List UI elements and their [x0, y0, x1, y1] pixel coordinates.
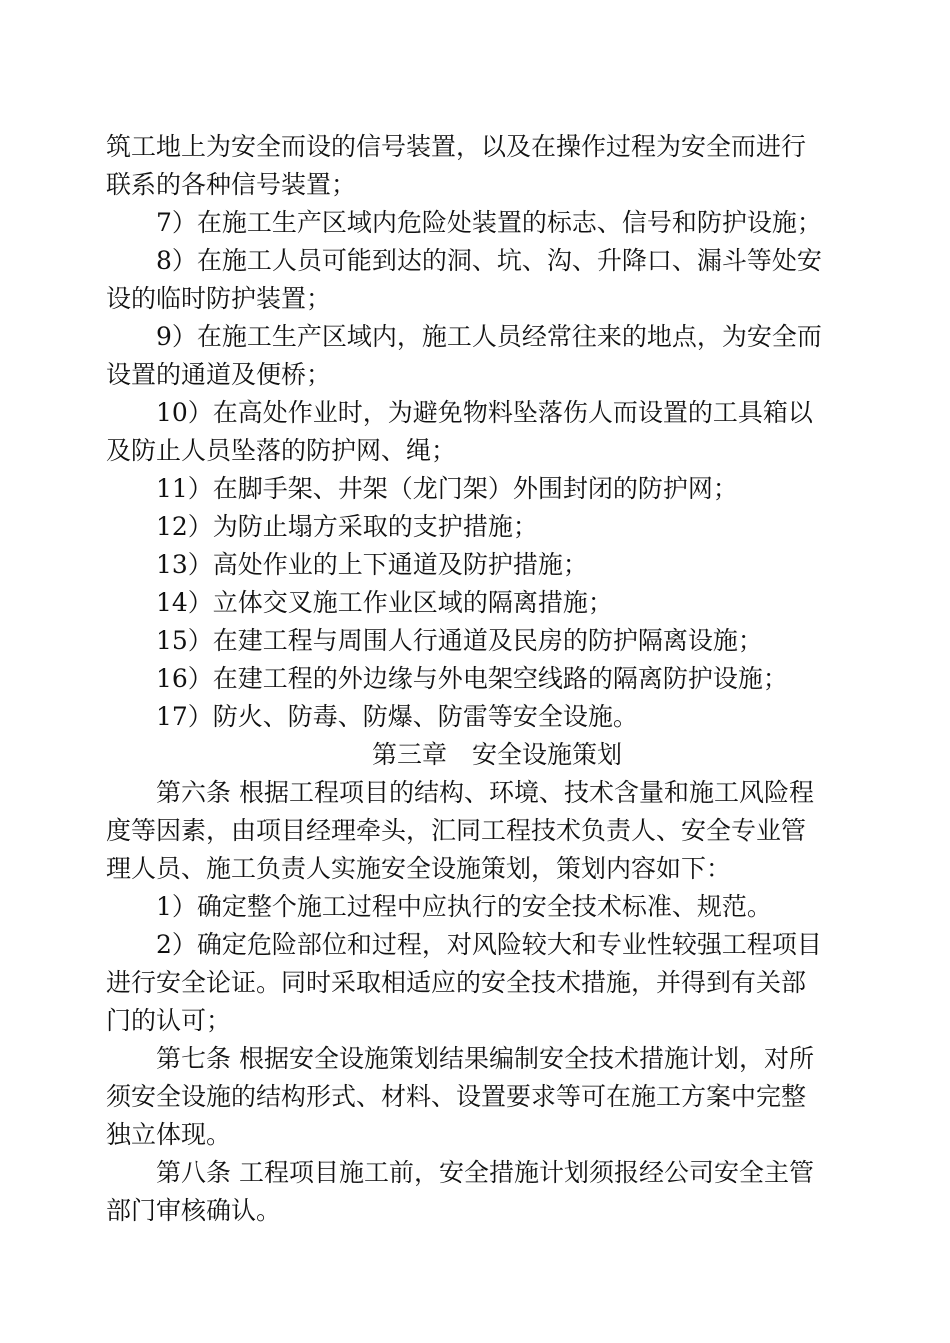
text-line: 须安全设施的结构形式、材料、设置要求等可在施工方案中完整 — [106, 1082, 807, 1111]
list-item: 8）在施工人员可能到达的洞、坑、沟、升降口、漏斗等处安 — [156, 246, 822, 275]
text-line: 筑工地上为安全而设的信号装置，以及在操作过程为安全而进行 — [106, 132, 807, 161]
text-line: 部门审核确认。 — [106, 1196, 282, 1225]
list-item: 7）在施工生产区域内危险处装置的标志、信号和防护设施； — [156, 208, 822, 237]
list-item: 9）在施工生产区域内，施工人员经常往来的地点，为安全而 — [156, 322, 822, 351]
article-paragraph: 第六条 根据工程项目的结构、环境、技术含量和施工风险程 — [156, 778, 814, 807]
list-item: 1）确定整个施工过程中应执行的安全技术标准、规范。 — [156, 892, 772, 921]
text-line: 进行安全论证。同时采取相适应的安全技术措施，并得到有关部 — [106, 968, 807, 997]
article-paragraph: 第八条 工程项目施工前，安全措施计划须报经公司安全主管 — [156, 1158, 814, 1187]
text-line: 独立体现。 — [106, 1120, 232, 1149]
list-item: 17）防火、防毒、防爆、防雷等安全设施。 — [156, 702, 638, 731]
list-item: 15）在建工程与周围人行通道及民房的防护隔离设施； — [156, 626, 763, 655]
text-line: 门的认可； — [106, 1006, 232, 1035]
document-body — [106, 128, 848, 1230]
list-item: 2）确定危险部位和过程，对风险较大和专业性较强工程项目 — [156, 930, 822, 959]
text-line: 理人员、施工负责人实施安全设施策划，策划内容如下： — [106, 854, 732, 883]
text-line: 设的临时防护装置； — [106, 284, 332, 313]
list-item: 10）在高处作业时，为避免物料坠落伤人而设置的工具箱以 — [156, 398, 813, 427]
article-paragraph: 第七条 根据安全设施策划结果编制安全技术措施计划，对所 — [156, 1044, 814, 1073]
text-line: 设置的通道及便桥； — [106, 360, 332, 389]
list-item: 13）高处作业的上下通道及防护措施； — [156, 550, 588, 579]
chapter-heading: 第三章 安全设施策划 — [372, 740, 623, 769]
list-item: 14）立体交叉施工作业区域的隔离措施； — [156, 588, 613, 617]
text-line: 及防止人员坠落的防护网、绳； — [106, 436, 457, 465]
list-item: 12）为防止塌方采取的支护措施； — [156, 512, 538, 541]
text-line: 联系的各种信号装置； — [106, 170, 357, 199]
list-item: 16）在建工程的外边缘与外电架空线路的隔离防护设施； — [156, 664, 788, 693]
list-item: 11）在脚手架、井架（龙门架）外围封闭的防护网； — [156, 474, 738, 503]
text-line: 度等因素，由项目经理牵头，汇同工程技术负责人、安全专业管 — [106, 816, 807, 845]
